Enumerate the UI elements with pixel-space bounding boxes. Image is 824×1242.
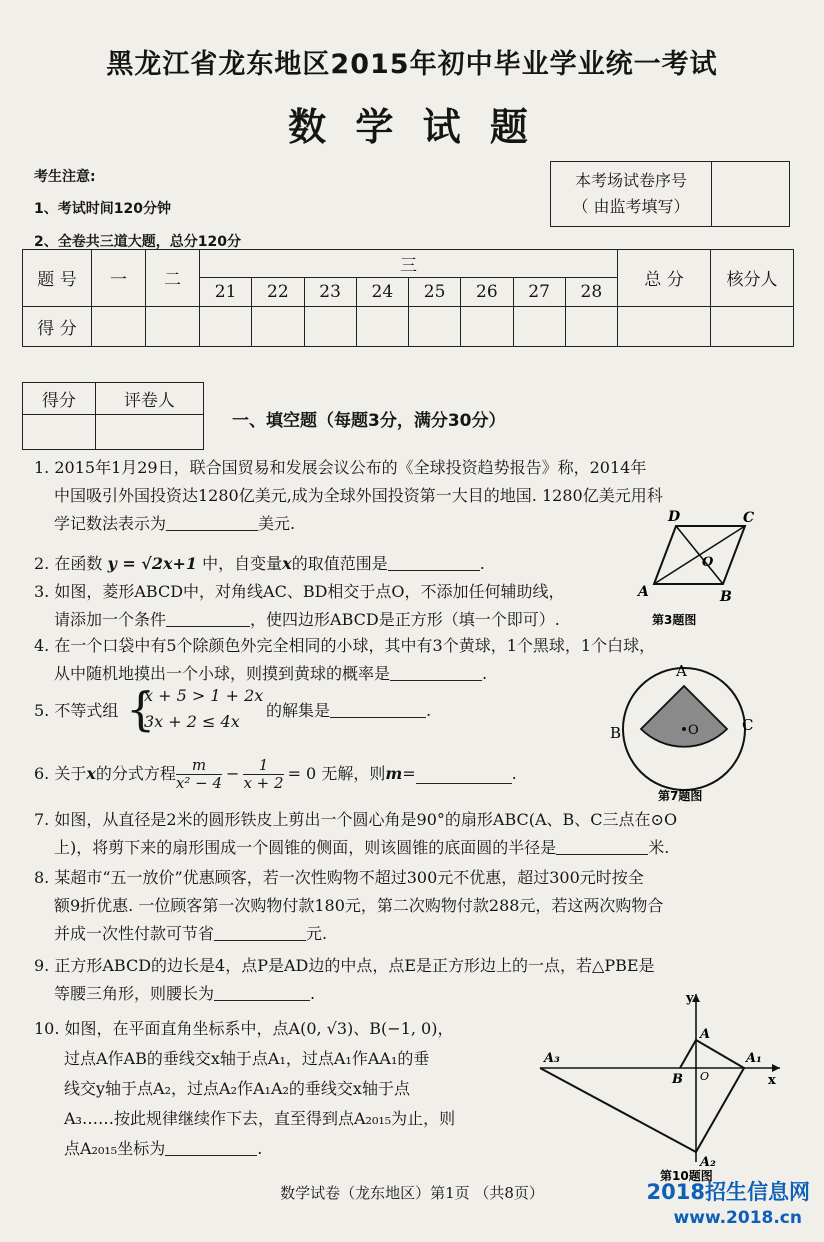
label-o: O: [702, 555, 714, 570]
col-q21: 21: [200, 278, 252, 306]
question-8: [34, 864, 663, 948]
grader-box: [22, 382, 204, 450]
q8-line1: 8. 某超市“五一放价”优惠顾客，若一次性购物不超过300元不优惠，超过300元时按全: [34, 868, 644, 887]
answer-blank[interactable]: [330, 699, 426, 718]
score-cell[interactable]: [146, 306, 200, 346]
label-a1: A₁: [746, 1051, 762, 1066]
score-cell[interactable]: [711, 306, 794, 346]
q1-line2: 中国吸引外国投资达1280亿美元,成为全球外国投资第一大目的地国. 1280亿美元用科: [54, 486, 663, 505]
answer-blank[interactable]: [165, 1137, 257, 1156]
label-x: x: [768, 1073, 776, 1088]
fraction-1: $\frac{m}{\text{x² − 4}}$: [175, 755, 223, 792]
brace-symbol: {: [126, 682, 156, 736]
exam-title: 黑龙江省龙东地区2015年初中毕业学业统一考试: [106, 49, 718, 80]
grader-score-label: 得分: [23, 383, 96, 415]
label-d: D: [668, 509, 681, 525]
label-y: y: [686, 991, 694, 1006]
q7-line2: 上)，将剪下来的扇形围成一个圆锥的侧面，则该圆锥的底面圆的半径是 米.: [54, 838, 670, 857]
center-point: [682, 727, 686, 731]
q10-line1: 10. 如图，在平面直角坐标系中，点A(0, √3)、B(−1, 0)，: [34, 1019, 454, 1038]
question-1: [34, 454, 663, 538]
col-q27: 27: [513, 278, 565, 306]
question-10: [34, 1014, 455, 1164]
q3-line1: 3. 如图，菱形ABCD中，对角线AC、BD相交于点O，不添加任何辅助线，: [34, 582, 565, 601]
col-part-one: 一: [92, 250, 146, 307]
question-3: [34, 578, 565, 634]
score-cell[interactable]: [461, 306, 513, 346]
inequality-system: x + 5 > 1 + 2x 3x + 2 ≤ 4x: [144, 686, 264, 731]
shaded-sector: [641, 686, 727, 747]
score-cell[interactable]: [513, 306, 565, 346]
label-b: B: [672, 1072, 683, 1087]
score-table: [22, 249, 794, 347]
label-a: A: [676, 662, 687, 680]
answer-blank[interactable]: [416, 765, 512, 784]
construction-path: [540, 1040, 744, 1152]
label-b: B: [610, 724, 622, 742]
col-total: 总 分: [618, 250, 711, 307]
score-cell[interactable]: [565, 306, 617, 346]
watermark-site-name: 2018招生信息网: [646, 1180, 810, 1204]
col-part-two: 二: [146, 250, 200, 307]
figure-7-caption: 第7题图: [658, 789, 703, 803]
q10-line2: 过点A作AB的垂线交x轴于点A₁，过点A₁作AA₁的垂: [64, 1049, 430, 1068]
grader-score-cell[interactable]: [23, 415, 96, 450]
q10-line3: 线交y轴于点A₂，过点A₂作A₁A₂的垂线交x轴于点: [64, 1079, 410, 1098]
watermark-url[interactable]: www.2018.cn: [673, 1208, 802, 1228]
score-cell[interactable]: [356, 306, 408, 346]
serial-box-line2: （ 由监考填写）: [572, 197, 690, 216]
col-checker: 核分人: [711, 250, 794, 307]
question-2: 2. 在函数 y = √2x+1 中，自变量x的取值范围是 .: [34, 554, 485, 573]
score-cell[interactable]: [304, 306, 356, 346]
score-cell[interactable]: [618, 306, 711, 346]
function-formula: y = √2x+1: [107, 554, 198, 573]
label-o: O: [688, 723, 699, 738]
answer-blank[interactable]: [214, 982, 310, 1001]
q9-line2: 等腰三角形，则腰长为 .: [54, 984, 316, 1003]
score-cell[interactable]: [200, 306, 252, 346]
page-footer: 数学试卷（龙东地区）第1页 （共8页）: [280, 1184, 544, 1202]
q7-line1: 7. 如图，从直径是2米的圆形铁皮上剪出一个圆心角是90°的扇形ABC(A、B、C三点在⊙O: [34, 810, 678, 829]
notice-item-1: 1、考试时间120分钟: [34, 201, 171, 217]
q1-line1: 1. 2015年1月29日，联合国贸易和发展会议公布的《全球投资趋势报告》称，2014年: [34, 458, 647, 477]
grader-name-cell[interactable]: [95, 415, 203, 450]
section-one-title: 一、填空题（每题3分，满分30分）: [232, 411, 506, 431]
fraction-2: $\frac{1}{x + 2}$: [243, 755, 284, 792]
q3-line2: 请添加一个条件 ，使四边形ABCD是正方形（填一个即可）.: [54, 610, 560, 629]
figure-10-coordinates: [536, 988, 786, 1184]
label-a: A: [638, 584, 649, 600]
answer-blank[interactable]: [166, 608, 250, 627]
diagonal-bd: [676, 526, 723, 584]
serial-box: [550, 161, 790, 227]
q8-line3: 并成一次性付款可节省 元.: [54, 924, 328, 943]
col-q26: 26: [461, 278, 513, 306]
figure-7-sector: [604, 658, 764, 806]
subject-title: 数 学 试 题: [288, 105, 536, 149]
q10-line4: A₃……按此规律继续作下去，直至得到点A₂₀₁₅为止，则: [64, 1109, 456, 1128]
answer-blank[interactable]: [390, 662, 482, 681]
notice-item-2: 2、全卷共三道大题，总分120分: [34, 234, 241, 250]
serial-box-blank[interactable]: [712, 162, 790, 227]
question-4: [34, 632, 655, 688]
grader-name-label: 评卷人: [95, 383, 203, 415]
figure-3-rhombus: [630, 506, 760, 628]
q10-line5: 点A₂₀₁₅坐标为 .: [64, 1139, 263, 1158]
label-c: C: [743, 510, 755, 526]
question-6: 6. 关于 x 的分式方程 $\frac{m}{\text{x² − 4}}$ − $\frac{1}{x + 2}$ = 0 无解，则 m = .: [34, 755, 517, 792]
label-a3: A₃: [544, 1051, 560, 1066]
label-b: B: [720, 589, 732, 605]
q4-line2: 从中随机地摸出一个小球，则摸到黄球的概率是 .: [54, 664, 488, 683]
col-q28: 28: [565, 278, 617, 306]
q9-line1: 9. 正方形ABCD的边长是4，点P是AD边的中点，点E是正方形边上的一点，若△PBE是: [34, 956, 655, 975]
q1-line3: 学记数法表示为 美元.: [54, 514, 296, 533]
answer-blank[interactable]: [166, 512, 258, 531]
label-o: O: [700, 1070, 710, 1083]
answer-blank[interactable]: [214, 922, 306, 941]
col-q22: 22: [252, 278, 304, 306]
notice-heading: 考生注意:: [34, 169, 96, 185]
score-cell[interactable]: [409, 306, 461, 346]
label-a2: A₂: [700, 1155, 716, 1170]
serial-box-line1: 本考场试卷序号: [574, 171, 687, 190]
score-cell[interactable]: [92, 306, 146, 346]
answer-blank[interactable]: [556, 836, 648, 855]
col-q24: 24: [356, 278, 408, 306]
score-cell[interactable]: [252, 306, 304, 346]
label-a: A: [700, 1027, 711, 1042]
question-7: [34, 806, 677, 862]
col-q23: 23: [304, 278, 356, 306]
answer-blank[interactable]: [388, 552, 480, 571]
figure-10-caption: 第10题图: [660, 1169, 713, 1183]
q4-line1: 4. 在一个口袋中有5个除颜色外完全相同的小球，其中有3个黄球，1个黑球，1个白球，: [34, 636, 656, 655]
x-axis-arrow: [772, 1064, 780, 1072]
col-part-three: 三: [200, 250, 618, 278]
label-c: C: [742, 716, 754, 734]
col-q25: 25: [409, 278, 461, 306]
row-label-question: 题 号: [23, 250, 92, 307]
row-label-score: 得 分: [23, 306, 92, 346]
figure-3-caption: 第3题图: [652, 613, 697, 627]
q8-line2: 额9折优惠. 一位顾客第一次购物付款180元，第二次购物付款288元，若这两次购物合: [54, 896, 664, 915]
